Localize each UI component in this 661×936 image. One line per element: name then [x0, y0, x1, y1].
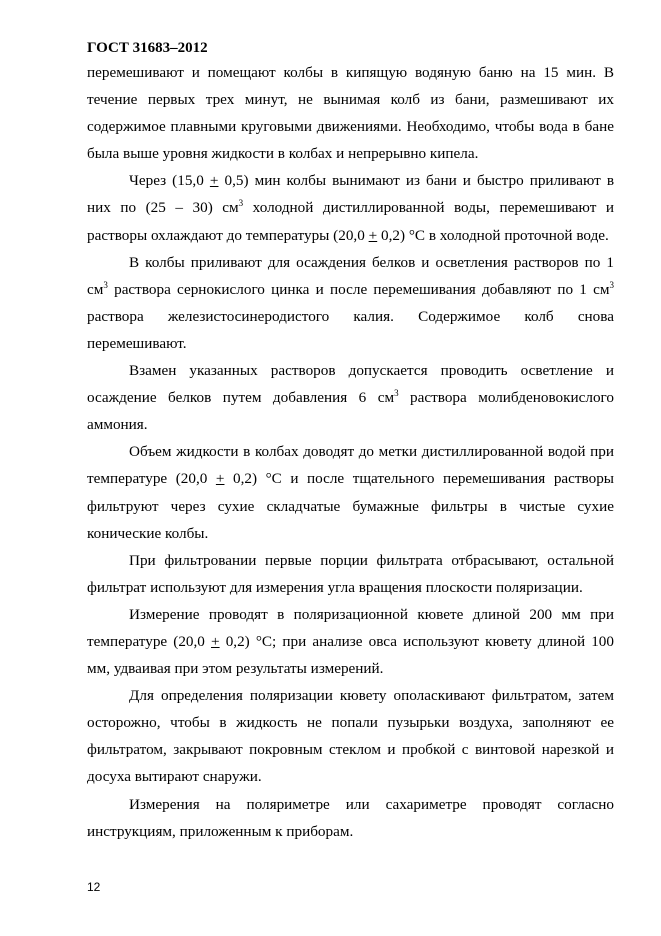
paragraph-1 [87, 59, 614, 167]
text-segment: Для определения поляризации кювету ополаскивают фильтратом, затем осторожно, чтобы в жидкость не попали пузырьки воздуха, заполняют ее фильтратом, закрывают покровным стеклом и пробкой с винтовой нарезкой и досуха вытирают снаружи. [87, 687, 614, 786]
document-header: ГОСТ 31683–2012 [87, 40, 208, 56]
page-number: 12 [87, 880, 101, 894]
body-text [87, 59, 614, 845]
plus-minus-sign: + [209, 172, 219, 190]
text-segment: 0,2) °С; при анализе овса используют кювету длиной 100 мм, удваивая при этом результаты измерений. [87, 632, 614, 678]
paragraph-6 [87, 547, 614, 601]
plus-minus-sign: + [215, 470, 225, 488]
text-segment: В колбы приливают для осаждения белков и осветления растворов по 1 см [87, 253, 614, 298]
text-segment: 0,2) °С и после тщательного перемешивания растворы фильтруют через сухие складчатые бумажные фильтры в чистые сухие конические колбы. [87, 470, 615, 542]
text-segment: раствора железистосинеродистого калия. Содержимое колб снова перемешивают. [87, 307, 614, 352]
paragraph-8 [87, 682, 614, 790]
paragraph-2 [87, 167, 614, 248]
text-segment: раствора сернокислого цинка и после перемешивания добавляют по 1 см [107, 280, 610, 298]
superscript: 3 [609, 279, 614, 290]
text-segment: раствора молибденовокислого аммония. [87, 389, 614, 434]
text-segment: Через (15,0 [129, 172, 210, 190]
text-segment: перемешивают и помещают колбы в кипящую водяную баню на 15 мин. В течение первых трех минут, не вынимая колб из бани, размешивают их содержимое плавными круговыми движениями. Необходимо, чтобы вода в бане была выше уровня жидкости в колбах и непрерывно кипела. [87, 64, 614, 163]
paragraph-3 [87, 249, 614, 357]
text-segment: Измерения на поляриметре или сахариметре проводят согласно инструкциям, приложенным к приборам. [87, 795, 614, 840]
text-segment: Взамен указанных растворов допускается проводить осветление и осаждение белков путем добавления 6 см [87, 362, 614, 407]
plus-minus-sign: + [368, 226, 378, 244]
paragraph-7 [87, 601, 614, 682]
superscript: 3 [238, 198, 244, 209]
paragraph-4 [87, 357, 614, 438]
text-segment: 0,2) °С в холодной проточной воде. [377, 226, 609, 244]
superscript: 3 [103, 279, 108, 290]
text-segment: Измерение проводят в поляризационной кювете длиной 200 мм при температуре (20,0 [87, 605, 614, 650]
paragraph-5 [87, 438, 614, 546]
paragraph-9 [87, 791, 614, 845]
superscript: 3 [394, 388, 399, 399]
plus-minus-sign: + [211, 632, 220, 650]
text-segment: 0,5) мин колбы вынимают из бани и быстро приливают в них по (25 – 30) см [87, 172, 614, 217]
text-segment: При фильтровании первые порции фильтрата отбрасывают, остальной фильтрат используют для измерения угла вращения плоскости поляризации. [87, 551, 614, 596]
text-segment: Объем жидкости в колбах доводят до метки дистиллированной водой при температуре (20,0 [87, 443, 614, 488]
text-segment: холодной дистиллированной воды, перемешивают и растворы охлаждают до температуры (20,0 [87, 199, 614, 244]
